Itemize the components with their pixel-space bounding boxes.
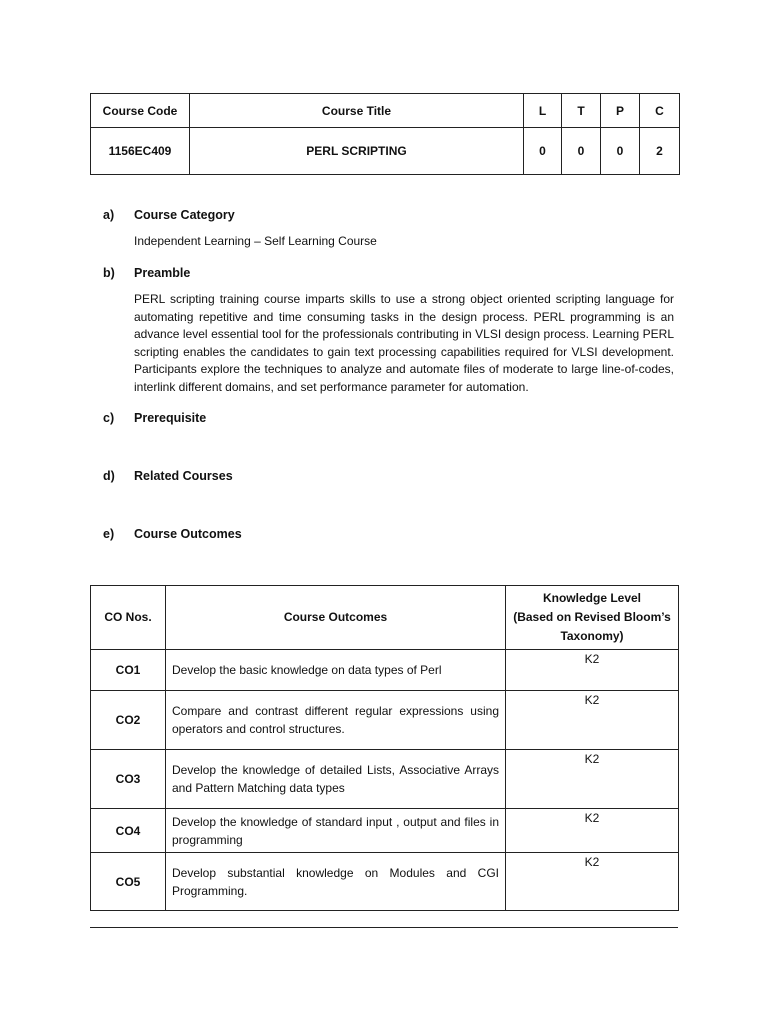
course-table-row: [91, 128, 680, 175]
course-table-header-row: [91, 94, 680, 128]
tutorial-hours: 0: [562, 128, 601, 175]
practical-hours: 0: [601, 128, 640, 175]
co-knowledge-level: K2: [506, 650, 679, 691]
co-knowledge-level: K2: [506, 750, 679, 809]
table-row: [91, 853, 679, 911]
lecture-hours: 0: [524, 128, 562, 175]
section-marker: a): [103, 208, 115, 222]
course-category-text: Independent Learning – Self Learning Course: [134, 234, 377, 248]
co-number: CO5: [91, 853, 166, 911]
co-number: CO4: [91, 809, 166, 853]
section-preamble: [103, 266, 683, 401]
header-course-title: Course Title: [190, 94, 524, 128]
section-heading: Course Category: [134, 208, 235, 222]
header-l: L: [524, 94, 562, 128]
section-course-category: [103, 208, 683, 252]
co-description: Compare and contrast different regular expressions using operators and control structures.: [166, 691, 506, 750]
table-row: [91, 809, 679, 853]
knowledge-level-line1: Knowledge Level: [542, 591, 642, 605]
section-heading: Preamble: [134, 266, 191, 280]
course-title: PERL SCRIPTING: [190, 128, 524, 175]
header-co-nos: CO Nos.: [91, 586, 166, 650]
header-c: C: [640, 94, 680, 128]
section-marker: c): [103, 411, 115, 425]
preamble-text: PERL scripting training course imparts skills to use a strong object oriented scripting language for automating repetitive and time consuming tasks in the design process. PERL programming is an advance level essential tool for the professionals contributing in VLSI design process. Learning PERL scripting enables the candidates to gain text processing capabilities required for VLSI development. Participants explore the techniques to analyze and automate files of moderate to large line-of-codes, interlink different domains, and set performance parameter for automation.: [134, 292, 674, 394]
co-number: CO2: [91, 691, 166, 750]
header-course-outcomes: Course Outcomes: [166, 586, 506, 650]
co-knowledge-level: K2: [506, 853, 679, 911]
co-knowledge-level: K2: [506, 809, 679, 853]
section-marker: b): [103, 266, 115, 280]
footer-rule: [90, 927, 678, 928]
co-description: Develop the knowledge of detailed Lists, Associative Arrays and Pattern Matching data types: [166, 750, 506, 809]
co-description: Develop substantial knowledge on Modules and CGI Programming.: [166, 853, 506, 911]
co-description: Develop the knowledge of standard input , output and files in programming: [166, 809, 506, 853]
course-code: 1156EC409: [91, 128, 190, 175]
section-marker: e): [103, 527, 115, 541]
table-row: [91, 650, 679, 691]
outcomes-header-row: [91, 586, 679, 650]
section-marker: d): [103, 469, 115, 483]
knowledge-level-line2: (Based on Revised Bloom’s: [513, 610, 671, 624]
knowledge-level-line3: Taxonomy): [560, 629, 624, 643]
section-heading: Related Courses: [134, 469, 233, 483]
co-knowledge-level: K2: [506, 691, 679, 750]
section-heading: Prerequisite: [134, 411, 207, 425]
course-table: [90, 93, 680, 175]
course-outcomes-table: [90, 585, 679, 911]
header-p: P: [601, 94, 640, 128]
section-heading: Course Outcomes: [134, 527, 242, 541]
table-row: [91, 691, 679, 750]
section-course-outcomes: [103, 527, 683, 547]
co-number: CO1: [91, 650, 166, 691]
co-description: Develop the basic knowledge on data types of Perl: [166, 650, 506, 691]
table-row: [91, 750, 679, 809]
section-prerequisite: [103, 411, 683, 431]
section-related-courses: [103, 469, 683, 489]
header-knowledge-level: [506, 586, 679, 650]
credits: 2: [640, 128, 680, 175]
co-number: CO3: [91, 750, 166, 809]
header-course-code: Course Code: [91, 94, 190, 128]
header-t: T: [562, 94, 601, 128]
